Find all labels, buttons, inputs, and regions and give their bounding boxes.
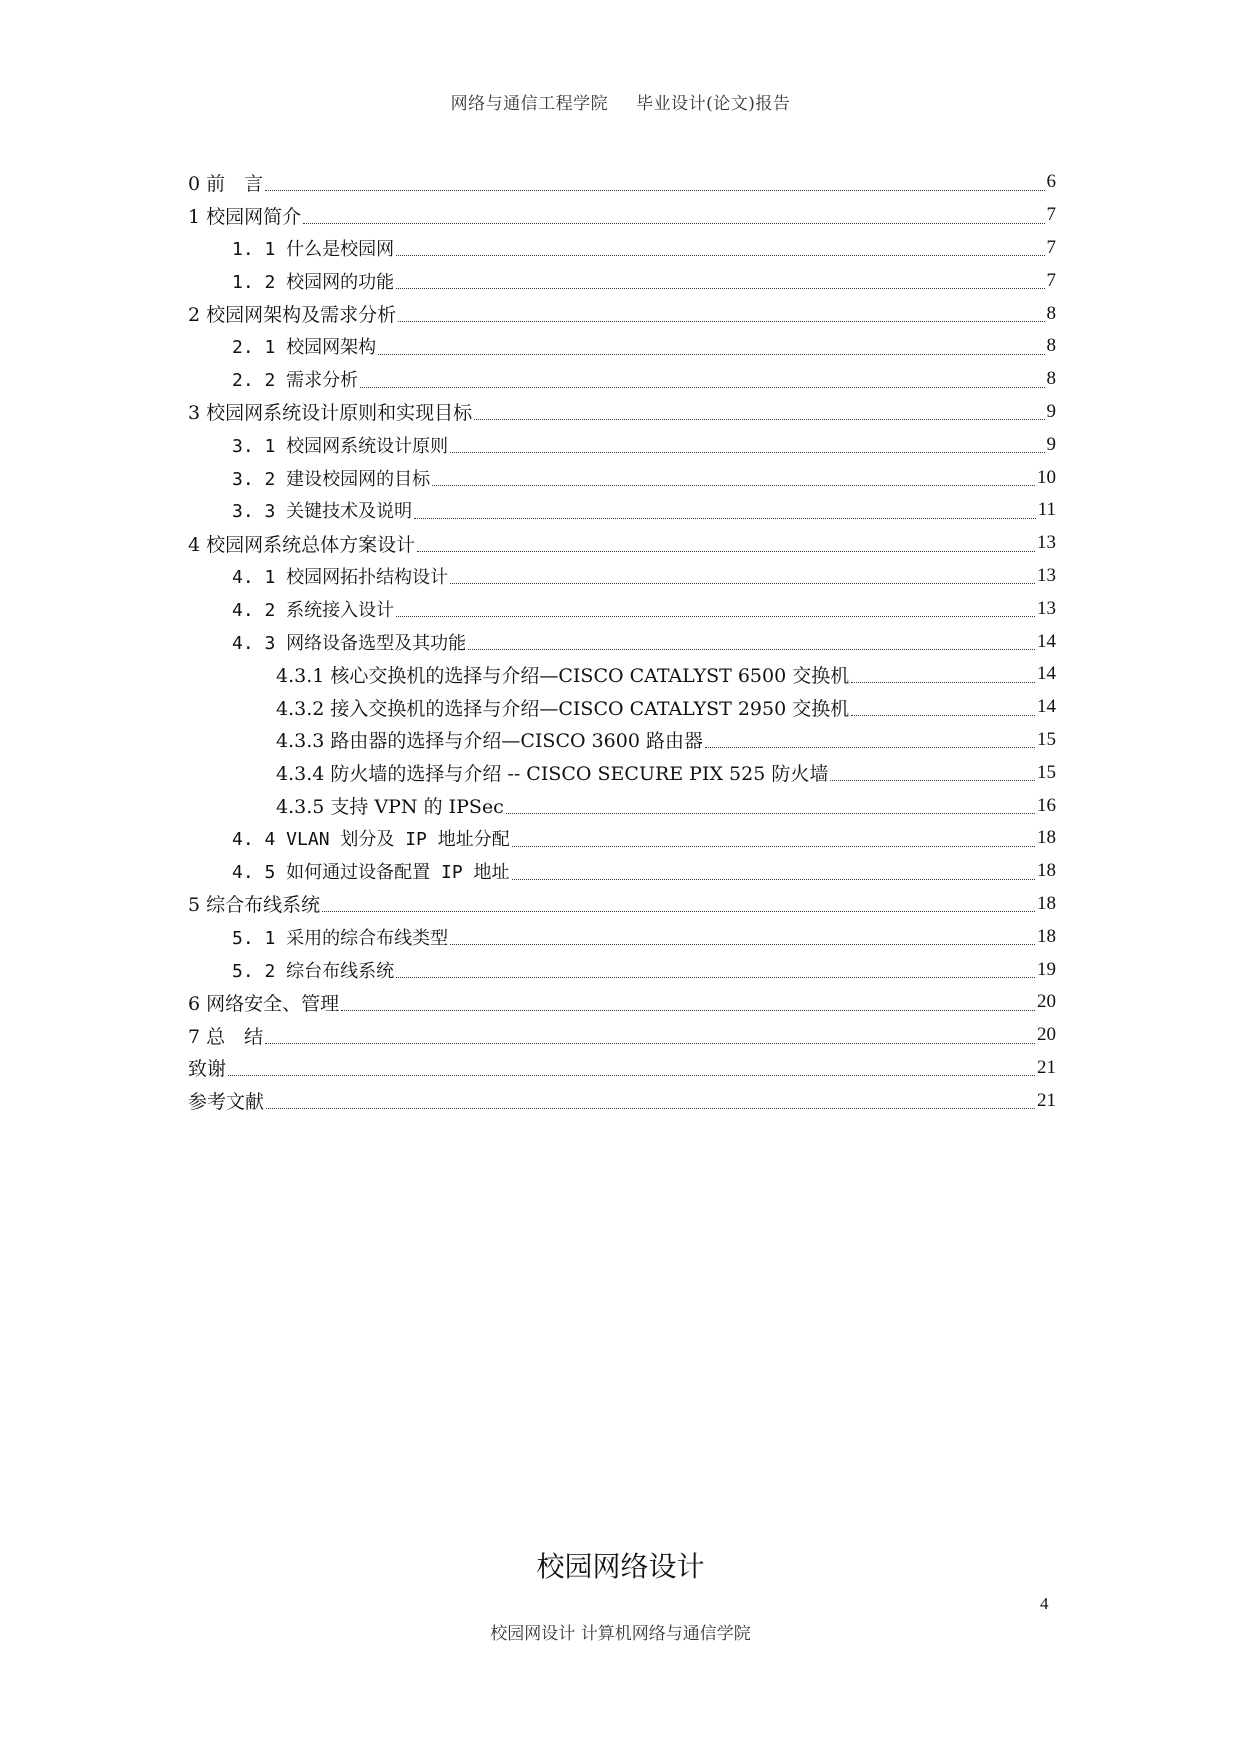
toc-leader-dots <box>506 812 1035 814</box>
toc-entry-page: 19 <box>1037 958 1056 980</box>
toc-entry-page: 11 <box>1037 499 1056 521</box>
toc-leader-dots <box>265 1042 1035 1044</box>
toc-entry[interactable] <box>188 822 1056 855</box>
toc-entry[interactable] <box>188 986 1056 1019</box>
toc-entry[interactable] <box>188 789 1056 822</box>
toc-entry-label: 4.3.3 路由器的选择与介绍—CISCO 3600 路由器 <box>276 730 703 753</box>
toc-entry[interactable] <box>188 691 1056 724</box>
toc-entry-label: 2. 1 校园网架构 <box>232 337 377 359</box>
toc-entry-page: 16 <box>1037 794 1056 816</box>
toc-entry-label: 2 校园网架构及需求分析 <box>188 304 397 327</box>
toc-entry-label: 5. 1 采用的综合布线类型 <box>232 927 449 949</box>
toc-entry-label: 1 校园网简介 <box>188 205 302 228</box>
toc-entry[interactable] <box>188 888 1056 921</box>
toc-entry-page: 7 <box>1046 236 1056 258</box>
table-of-contents <box>188 166 1056 1117</box>
toc-leader-dots <box>396 287 1044 289</box>
toc-leader-dots <box>228 1074 1035 1076</box>
toc-entry[interactable] <box>188 264 1056 297</box>
toc-entry-label: 4.3.2 接入交换机的选择与介绍—CISCO CATALYST 2950 交换机 <box>276 697 850 720</box>
toc-entry-label: 4. 4 VLAN 划分及 IP 地址分配 <box>232 829 510 851</box>
toc-entry-page: 20 <box>1037 1024 1056 1046</box>
toc-entry[interactable] <box>188 1084 1056 1117</box>
toc-entry-page: 13 <box>1037 564 1056 586</box>
toc-leader-dots <box>360 386 1044 388</box>
toc-entry[interactable] <box>188 855 1056 888</box>
toc-leader-dots <box>468 648 1035 650</box>
toc-entry-page: 14 <box>1037 630 1056 652</box>
toc-leader-dots <box>378 353 1044 355</box>
toc-entry[interactable] <box>188 625 1056 658</box>
toc-leader-dots <box>265 189 1044 191</box>
toc-entry[interactable] <box>188 592 1056 625</box>
toc-entry[interactable] <box>188 297 1056 330</box>
toc-leader-dots <box>450 943 1035 945</box>
toc-entry-label: 4. 2 系统接入设计 <box>232 599 395 621</box>
toc-entry-page: 14 <box>1037 663 1056 685</box>
toc-entry-label: 7 总 结 <box>188 1025 264 1048</box>
toc-entry-label: 4. 5 如何通过设备配置 IP 地址 <box>232 862 510 884</box>
toc-entry[interactable] <box>188 658 1056 691</box>
toc-leader-dots <box>322 910 1035 912</box>
toc-leader-dots <box>512 845 1035 847</box>
toc-entry-label: 5 综合布线系统 <box>188 894 321 917</box>
toc-leader-dots <box>705 746 1035 748</box>
toc-leader-dots <box>414 517 1036 519</box>
header-school: 网络与通信工程学院 <box>450 94 609 114</box>
toc-leader-dots <box>303 222 1044 224</box>
header-doc-type: 毕业设计(论文)报告 <box>636 94 791 114</box>
toc-leader-dots <box>512 878 1035 880</box>
toc-entry-page: 18 <box>1037 860 1056 882</box>
page-number: 4 <box>1040 1594 1049 1613</box>
toc-entry-page: 13 <box>1037 532 1056 554</box>
toc-leader-dots <box>396 615 1035 617</box>
toc-entry-label: 3. 3 关键技术及说明 <box>232 501 413 523</box>
page-header <box>0 89 1241 114</box>
toc-entry[interactable] <box>188 1019 1056 1052</box>
toc-entry[interactable] <box>188 1052 1056 1085</box>
toc-entry-page: 18 <box>1037 925 1056 947</box>
toc-entry-page: 15 <box>1037 761 1056 783</box>
toc-leader-dots <box>474 418 1044 420</box>
toc-entry-label: 4.3.5 支持 VPN 的 IPSec <box>276 796 504 819</box>
toc-leader-dots <box>851 714 1035 716</box>
toc-entry[interactable] <box>188 494 1056 527</box>
toc-entry-page: 13 <box>1037 597 1056 619</box>
toc-entry-label: 3. 2 建设校园网的目标 <box>232 468 431 490</box>
toc-entry[interactable] <box>188 953 1056 986</box>
toc-leader-dots <box>266 1107 1035 1109</box>
toc-leader-dots <box>398 320 1044 322</box>
toc-entry-page: 8 <box>1046 368 1056 390</box>
toc-entry[interactable] <box>188 396 1056 429</box>
toc-entry[interactable] <box>188 724 1056 757</box>
toc-entry[interactable] <box>188 330 1056 363</box>
toc-entry-label: 4. 3 网络设备选型及其功能 <box>232 632 467 654</box>
toc-entry-page: 21 <box>1037 1056 1056 1078</box>
toc-entry-label: 3. 1 校园网系统设计原则 <box>232 435 449 457</box>
toc-entry-label: 4.3.1 核心交换机的选择与介绍—CISCO CATALYST 6500 交换机 <box>276 664 850 687</box>
toc-entry-label: 参考文献 <box>188 1091 265 1114</box>
page-footer: 校园网设计 计算机网络与通信学院 <box>490 1624 751 1644</box>
toc-entry-page: 18 <box>1037 827 1056 849</box>
toc-leader-dots <box>341 1009 1035 1011</box>
toc-entry-page: 7 <box>1046 204 1056 226</box>
toc-entry[interactable] <box>188 527 1056 560</box>
toc-entry-label: 4. 1 校园网拓扑结构设计 <box>232 566 449 588</box>
toc-entry-page: 10 <box>1037 466 1056 488</box>
toc-entry-label: 1. 2 校园网的功能 <box>232 271 395 293</box>
toc-entry-label: 1. 1 什么是校园网 <box>232 238 395 260</box>
toc-leader-dots <box>396 976 1035 978</box>
toc-entry-page: 20 <box>1037 991 1056 1013</box>
toc-leader-dots <box>450 582 1035 584</box>
toc-entry-page: 7 <box>1046 269 1056 291</box>
toc-entry-page: 9 <box>1046 400 1056 422</box>
toc-leader-dots <box>851 681 1035 683</box>
toc-entry-page: 6 <box>1046 171 1056 193</box>
toc-entry[interactable] <box>188 166 1056 199</box>
toc-entry[interactable] <box>188 363 1056 396</box>
toc-entry-label: 4.3.4 防火墙的选择与介绍 -- CISCO SECURE PIX 525 防火墙 <box>276 763 829 786</box>
toc-entry[interactable] <box>188 920 1056 953</box>
toc-entry-label: 致谢 <box>188 1058 227 1081</box>
toc-entry-label: 3 校园网系统设计原则和实现目标 <box>188 402 473 425</box>
toc-leader-dots <box>396 254 1044 256</box>
toc-entry[interactable] <box>188 199 1056 232</box>
toc-entry-label: 4 校园网系统总体方案设计 <box>188 533 416 556</box>
toc-entry-page: 8 <box>1046 335 1056 357</box>
toc-entry[interactable] <box>188 560 1056 593</box>
toc-leader-dots <box>830 779 1035 781</box>
toc-leader-dots <box>417 550 1035 552</box>
toc-entry-page: 9 <box>1046 433 1056 455</box>
toc-entry-page: 8 <box>1046 302 1056 324</box>
toc-entry-label: 2. 2 需求分析 <box>232 370 359 392</box>
toc-entry-label: 6 网络安全、管理 <box>188 992 340 1015</box>
toc-entry[interactable] <box>188 756 1056 789</box>
toc-leader-dots <box>432 484 1035 486</box>
toc-entry[interactable] <box>188 428 1056 461</box>
toc-entry-label: 5. 2 综台布线系统 <box>232 960 395 982</box>
toc-entry-page: 14 <box>1037 696 1056 718</box>
toc-entry-page: 15 <box>1037 728 1056 750</box>
toc-entry[interactable] <box>188 461 1056 494</box>
document-title: 校园网络设计 <box>536 1550 705 1583</box>
toc-entry-page: 21 <box>1037 1089 1056 1111</box>
toc-entry-label: 0 前 言 <box>188 172 264 195</box>
toc-entry-page: 18 <box>1037 892 1056 914</box>
toc-entry[interactable] <box>188 232 1056 265</box>
toc-leader-dots <box>450 451 1044 453</box>
